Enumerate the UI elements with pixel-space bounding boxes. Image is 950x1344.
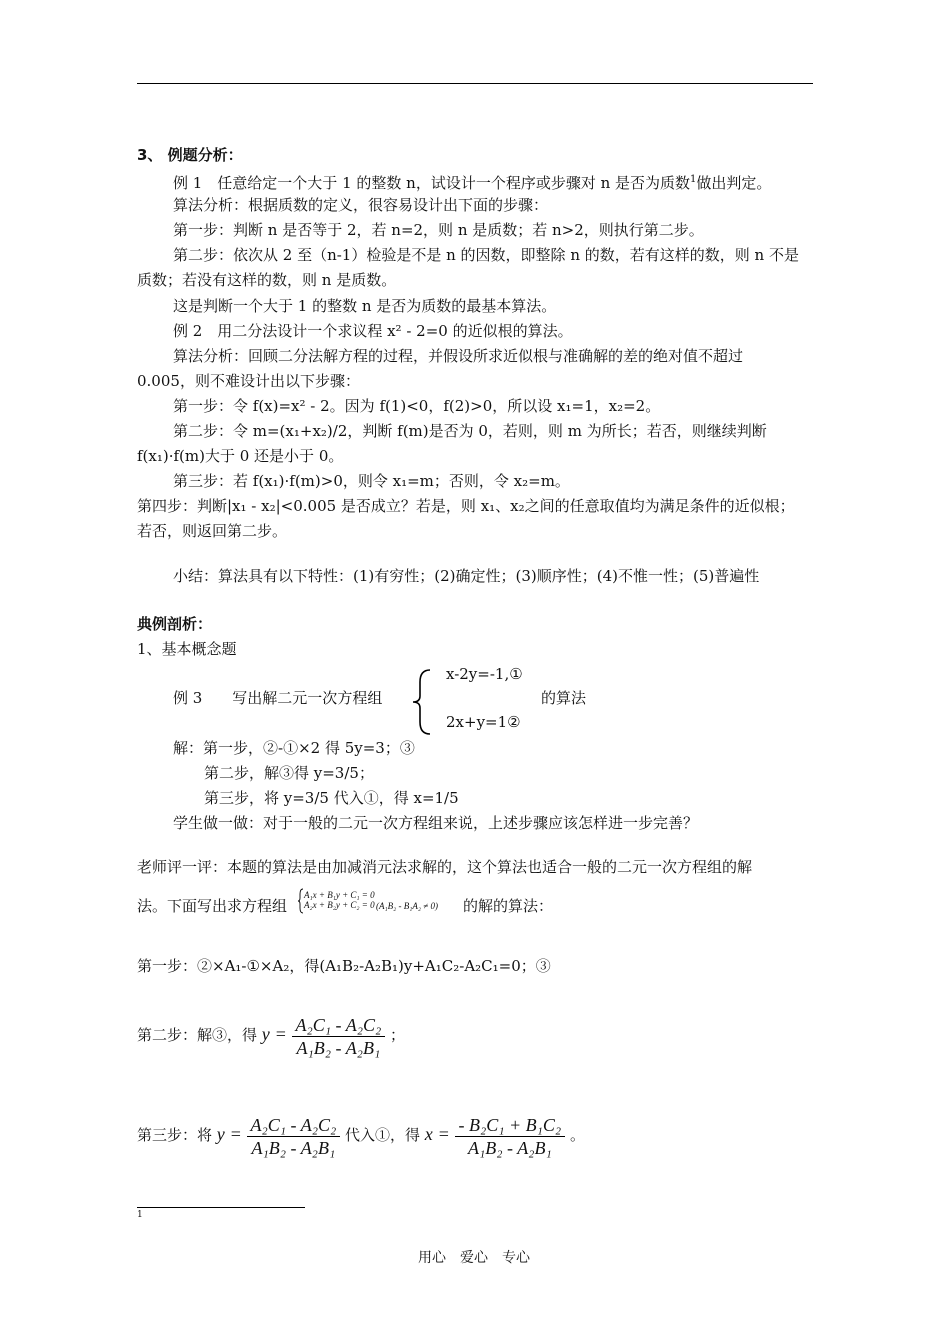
section-title: 3、 例题分析： (137, 146, 243, 164)
equals-sign: = (274, 1024, 287, 1044)
y-variable-2: y (216, 1124, 225, 1144)
student-question: 学生做一做：对于一般的二元一次方程组来说，上述步骤应该怎样进一步完善？ (173, 814, 699, 832)
example2-analysis-a: 算法分析：回顾二分法解方程的过程，并假设所求近似根与准确解的差的绝对值不超过 (173, 347, 744, 365)
solution-step3: 第三步，将 y=3/5 代入①，得 x=1/5 (204, 789, 459, 807)
brace-icon (410, 668, 434, 736)
example2-step4a: 第四步：判断|x₁ - x₂|<0.005 是否成立？若是，则 x₁、x₂之间的任意取值均为满足条件的近似根； (137, 497, 795, 515)
example2-step2a: 第二步：令 m=(x₁+x₂)/2，判断 f(m)是否为 0，若则，则 m 为所长；若否，则继续判断 (173, 422, 767, 440)
teacher-comment-line1: 老师评一评：本题的算法是由加减消元法求解的，这个算法也适合一般的二元一次方程组的解 (137, 858, 753, 876)
example2-step1: 第一步：令 f(x)=x² - 2。因为 f(1)<0，f(2)>0，所以设 x₁=1，x₂=2。 (173, 397, 661, 415)
example1-step2b: 质数；若没有这样的数，则 n 是质数。 (137, 271, 397, 289)
general-step3 (137, 1110, 585, 1159)
example1-text-a: 例 1 任意给定一个大于 1 的整数 n，试设计一个程序或步骤对 n 是否为质数 (173, 174, 691, 192)
page-footer: 用心 爱心 专心 (418, 1250, 530, 1266)
example1-step1: 第一步：判断 n 是否等于 2，若 n=2，则 n 是质数；若 n>2，则执行第二步。 (173, 221, 704, 239)
general-step2 (137, 1010, 405, 1059)
x-variable: x (424, 1124, 433, 1144)
step3-mid: 代入①，得 (345, 1126, 421, 1144)
y-denominator: A₁B₂ - A₂B₁ (296, 1037, 381, 1058)
example2-analysis-b: 0.005，则不难设计出以下步骤： (137, 372, 360, 390)
example1-text-b: 做出判定。 (696, 174, 772, 192)
example1-analysis: 算法分析：根据质数的定义，很容易设计出下面的步骤： (173, 196, 549, 214)
solution-step1: 解：第一步，②-①×2 得 5y=3；③ (173, 739, 415, 757)
y-fraction (292, 1014, 386, 1059)
x-fraction (455, 1114, 566, 1159)
x-denominator: A₁B₂ - A₂B₁ (468, 1137, 552, 1158)
footnote-number: 1 (137, 1210, 143, 1220)
solution-step2: 第二步，解③得 y=3/5； (204, 764, 374, 782)
summary: 小结：算法具有以下特性：(1)有穷性；(2)确定性；(3)顺序性；(4)不惟一性；(5)普遍性 (173, 567, 760, 585)
equation-1: x-2y=-1,① (446, 665, 523, 683)
general-system (304, 890, 375, 910)
header-rule (137, 83, 813, 84)
equals-sign-2: = (229, 1124, 242, 1144)
step2-suffix: ； (390, 1026, 406, 1044)
step3-prefix: 第三步：将 (137, 1126, 213, 1144)
y-numerator-2: A₂C₁ - A₂C₂ (247, 1114, 341, 1137)
typical-title: 典例剖析： (137, 615, 213, 633)
y-variable: y (261, 1024, 270, 1044)
example3-suffix: 的算法 (541, 689, 587, 707)
equation-2: 2x+y=1② (446, 713, 521, 731)
step3-suffix: 。 (569, 1126, 585, 1144)
system-eq2: A₂x + B₂y + C₂ = 0 (304, 900, 375, 910)
y-numerator: A₂C₁ - A₂C₂ (292, 1014, 386, 1037)
teacher-comment-line2a: 法。下面写出求方程组 (137, 897, 288, 915)
basic-title: 1、基本概念题 (137, 640, 237, 658)
example3-label: 例 3 写出解二元一次方程组 (173, 689, 383, 707)
y-fraction-2 (247, 1114, 341, 1159)
example2-line1: 例 2 用二分法设计一个求议程 x² - 2=0 的近似根的算法。 (173, 322, 573, 340)
example1-line1 (173, 170, 771, 193)
system-condition: (A₁B₂ - B₁A₂ ≠ 0) (376, 901, 438, 911)
example1-step2a: 第二步：依次从 2 至（n-1）检验是不是 n 的因数，即整除 n 的数，若有这样的数，则 n 不是 (173, 246, 799, 264)
system-eq1: A₁x + B₁y + C₁ = 0 (304, 890, 375, 900)
example2-step2b: f(x₁)·f(m)大于 0 还是小于 0。 (137, 447, 344, 465)
example2-step4b: 若否，则返回第二步。 (137, 522, 288, 540)
teacher-comment-line2b: 的解的算法： (463, 897, 554, 915)
x-numerator: - B₂C₁ + B₁C₂ (455, 1114, 566, 1137)
y-denominator-2: A₁B₂ - A₂B₁ (251, 1137, 336, 1158)
general-step1: 第一步：②×A₁-①×A₂，得(A₁B₂-A₂B₁)y+A₁C₂-A₂C₁=0；③ (137, 957, 551, 975)
equals-sign-3: = (437, 1124, 450, 1144)
footnote-ref[interactable]: 1 (690, 174, 697, 185)
example2-step3: 第三步：若 f(x₁)·f(m)>0，则令 x₁=m；否则，令 x₂=m。 (173, 472, 570, 490)
step2-prefix: 第二步：解③，得 (137, 1026, 258, 1044)
example1-summary: 这是判断一个大于 1 的整数 n 是否为质数的最基本算法。 (173, 297, 557, 315)
footnote-rule (137, 1207, 305, 1208)
